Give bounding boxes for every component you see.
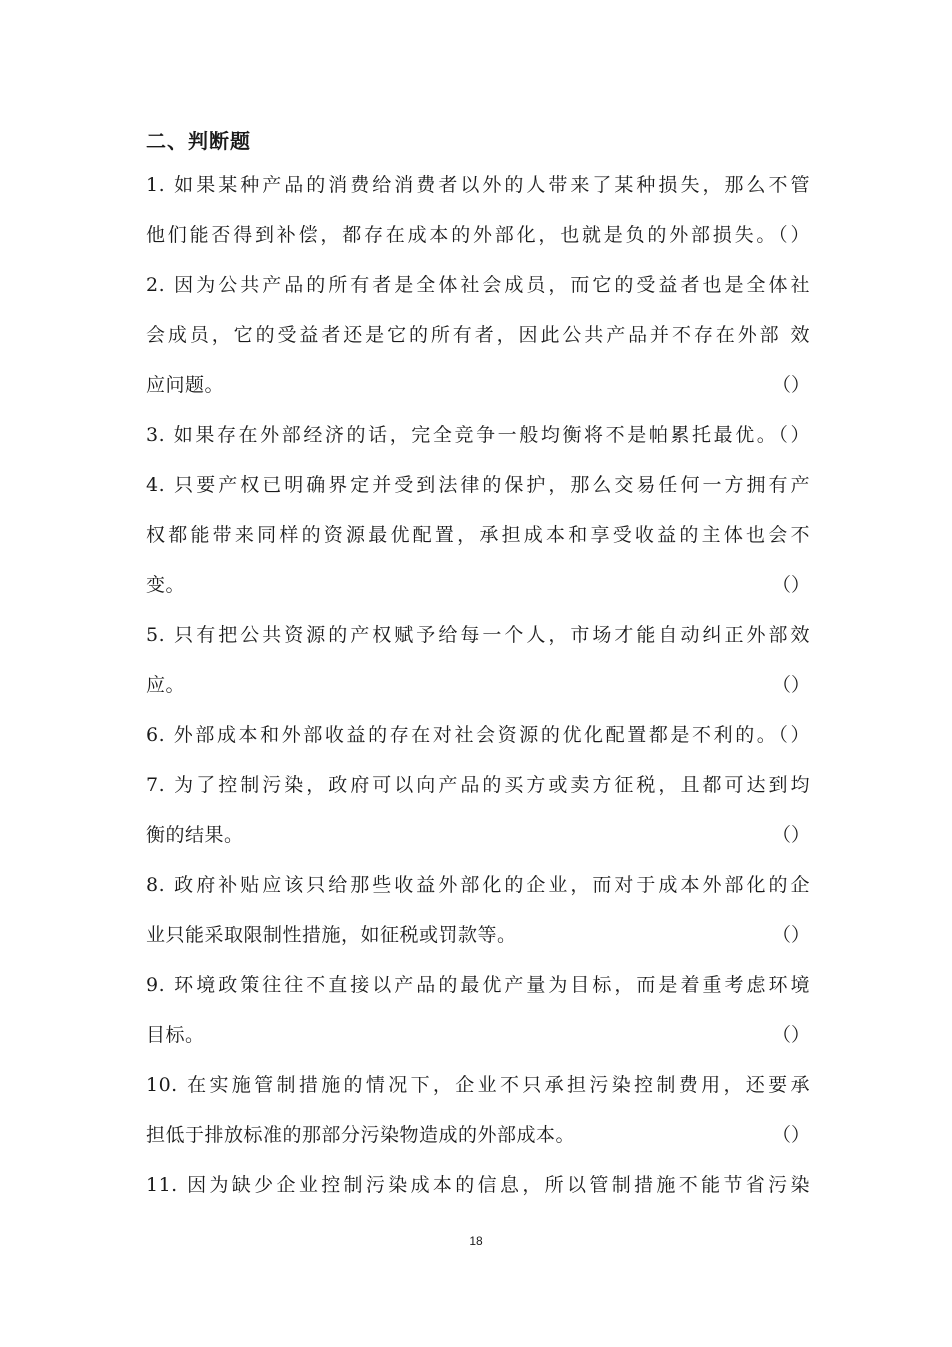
text-line: 应问题。 [146,374,225,396]
text-line: 11. 因为缺少企业控制污染成本的信息，所以管制措施不能节省污染 [146,1174,810,1196]
text-line: 权都能带来同样的资源最优配置，承担成本和享受收益的主体也会不 [146,524,810,546]
text-line-with-paren [146,818,810,852]
text-line: 8. 政府补贴应该只给那些收益外部化的企业，而对于成本外部化的企 [146,874,810,896]
answer-paren: （） [771,574,810,596]
text-line: 会成员，它的受益者还是它的所有者，因此公共产品并不存在外部 效 [146,324,810,346]
text-line-with-paren [146,368,810,402]
answer-paren: （） [771,374,810,396]
text-line: 目标。 [146,1024,205,1046]
text-line: 担低于排放标准的那部分污染物造成的外部成本。 [146,1124,576,1146]
text-line: 变。 [146,574,186,596]
text-line: 衡的结果。 [146,824,244,846]
text-line: 他们能否得到补偿，都存在成本的外部化，也就是负的外部损失。（） [146,224,810,246]
page-number: 18 [469,1234,483,1248]
text-line: 10. 在实施管制措施的情况下，企业不只承担污染控制费用，还要承 [146,1074,810,1096]
text-line-with-paren [146,1118,810,1152]
answer-paren: （） [771,674,810,696]
text-line: 2. 因为公共产品的所有者是全体社会成员，而它的受益者也是全体社 [146,274,810,296]
answer-paren: （） [771,1024,810,1046]
text-line: 6. 外部成本和外部收益的存在对社会资源的优化配置都是不利的。（） [146,724,810,746]
text-line: 5. 只有把公共资源的产权赋予给每一个人，市场才能自动纠正外部效 [146,624,810,646]
answer-paren: （） [771,924,810,946]
text-line: 3. 如果存在外部经济的话，完全竞争一般均衡将不是帕累托最优。（） [146,424,810,446]
answer-paren: （） [771,824,810,846]
text-line-with-paren [146,1018,810,1052]
text-line: 7. 为了控制污染，政府可以向产品的买方或卖方征税，且都可达到均 [146,774,810,796]
text-line-with-paren [146,568,810,602]
text-line: 业只能采取限制性措施，如征税或罚款等。 [146,924,517,946]
text-line: 应。 [146,674,186,696]
text-line: 9. 环境政策往往不直接以产品的最优产量为目标，而是着重考虑环境 [146,974,810,996]
section-title: 二、判断题 [146,129,251,153]
text-line: 1. 如果某种产品的消费给消费者以外的人带来了某种损失，那么不管 [146,174,810,196]
text-line: 4. 只要产权已明确界定并受到法律的保护，那么交易任何一方拥有产 [146,474,810,496]
text-line-with-paren [146,918,810,952]
answer-paren: （） [771,1124,810,1146]
text-line-with-paren [146,668,810,702]
